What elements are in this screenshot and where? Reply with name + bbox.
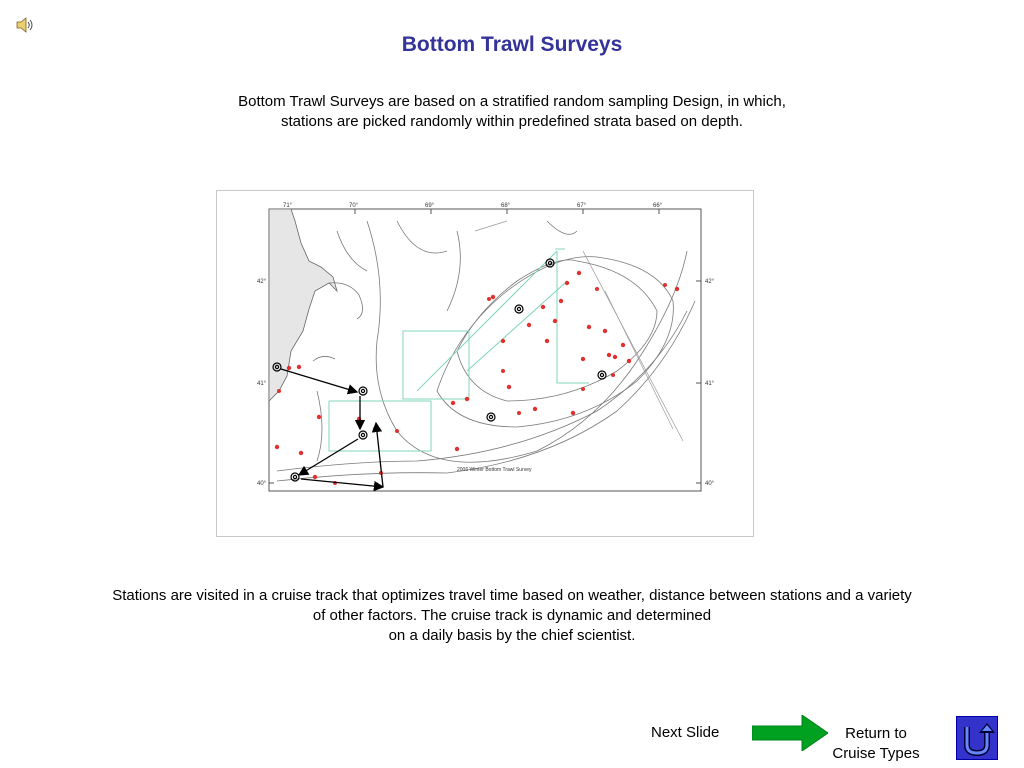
survey-map-graphic — [217, 191, 755, 538]
lon-label-67: 67° — [577, 203, 587, 209]
intro-text: Bottom Trawl Surveys are based on a stratified random sampling Design, in which, stations are picked randomly within predefined strata based on depth. — [238, 93, 786, 130]
survey-map — [216, 190, 754, 537]
next-slide-link[interactable]: Next Slide — [651, 724, 720, 741]
right-arrow-icon[interactable] — [752, 715, 828, 751]
u-turn-icon — [957, 717, 997, 759]
lat-label-40-right: 40° — [705, 481, 715, 487]
lon-label-68: 68° — [501, 203, 511, 209]
return-label-line-1: Return to — [845, 725, 907, 742]
body-line-1: Stations are visited in a cruise track that optimizes travel time based on weather, distance between stations and a variety — [112, 587, 912, 604]
lat-label-41: 41° — [257, 381, 267, 387]
return-to-cruise-types-link[interactable] — [826, 724, 926, 764]
return-label-line-2: Cruise Types — [832, 745, 920, 762]
lat-label-42-right: 42° — [705, 279, 715, 285]
slide-title: Bottom Trawl Surveys — [401, 33, 623, 56]
lon-label-66: 66° — [653, 203, 663, 209]
lat-label-40: 40° — [257, 481, 267, 487]
lat-label-41-right: 41° — [705, 381, 715, 387]
body-text — [40, 586, 984, 646]
lon-label-69: 69° — [425, 203, 435, 209]
body-line-2: of other factors. The cruise track is dynamic and determined — [312, 607, 712, 624]
map-caption: 2006 Winter Bottom Trawl Survey — [457, 467, 532, 473]
body-line-3: on a daily basis by the chief scientist. — [388, 627, 636, 644]
return-button[interactable] — [956, 716, 998, 760]
lat-label-42: 42° — [257, 279, 267, 285]
lon-label-71: 71° — [283, 203, 293, 209]
lon-label-70: 70° — [349, 203, 359, 209]
